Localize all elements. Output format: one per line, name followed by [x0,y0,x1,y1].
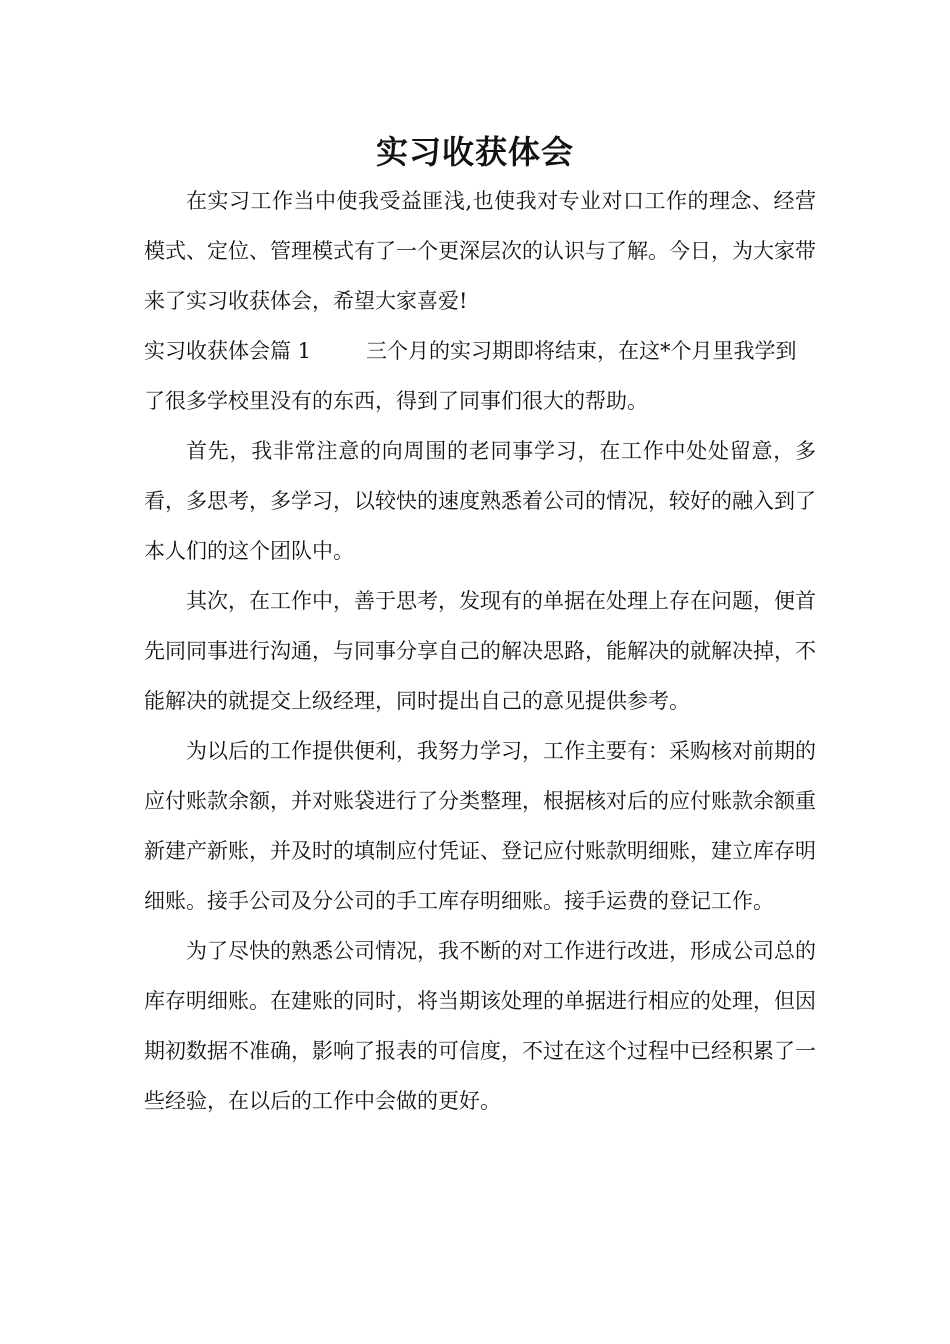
section-label: 实习收获体会篇 1 [144,339,312,363]
section-heading-paragraph [144,326,816,426]
document-title: 实习收获体会 [375,133,574,171]
body-paragraph: 为了尽快的熟悉公司情况，我不断的对工作进行改进，形成公司总的库存明细账。在建账的同时，将当期该处理的单据进行相应的处理，但因期初数据不准确，影响了报表的可信度，不过在这个过程中已经积累了一些经验，在以后的工作中会做的更好。 [144,939,816,1113]
document-body [144,176,816,1126]
body-paragraph: 首先，我非常注意的向周围的老同事学习，在工作中处处留意，多看，多思考，多学习，以较快的速度熟悉着公司的情况，较好的融入到了本人们的这个团队中。 [144,439,816,563]
section-first-text: 三个月的实习期即将结束，在这*个月里我学到了很多学校里没有的东西，得到了同事们很大的帮助。 [144,339,797,413]
body-paragraph: 为以后的工作提供便利，我努力学习，工作主要有：采购核对前期的应付账款余额，并对账袋进行了分类整理，根据核对后的应付账款余额重新建产新账，并及时的填制应付凭证、登记应付账款明细账，建立库存明细账。接手公司及分公司的手工库存明细账。接手运费的登记工作。 [144,739,816,913]
intro-paragraph: 在实习工作当中使我受益匪浅,也使我对专业对口工作的理念、经营模式、定位、管理模式有了一个更深层次的认识与了解。今日，为大家带来了实习收获体会，希望大家喜爱! [144,189,816,313]
body-paragraph: 其次，在工作中，善于思考，发现有的单据在处理上存在问题，便首先同同事进行沟通，与同事分享自己的解决思路，能解决的就解决掉，不能解决的就提交上级经理，同时提出自己的意见提供参考。 [144,589,816,713]
